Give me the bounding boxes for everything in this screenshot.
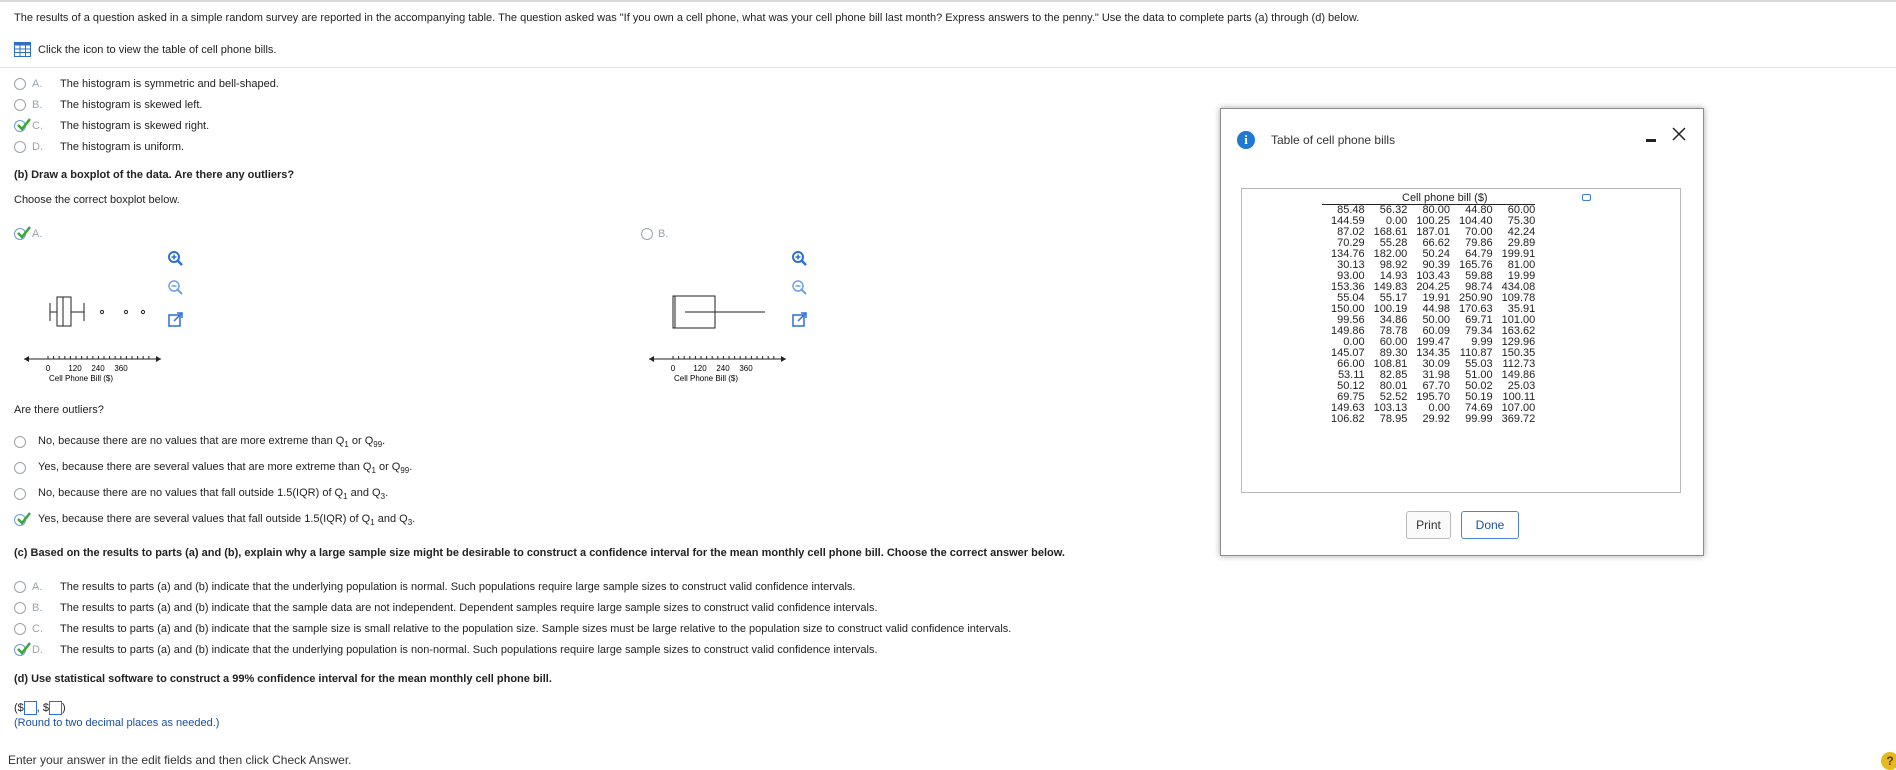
modal-title: Table of cell phone bills [1271, 133, 1396, 147]
table-cell: 195.70 [1416, 391, 1450, 403]
table-cell: 103.43 [1416, 270, 1450, 282]
option-letter: B. [32, 99, 43, 111]
table-cell: 110.87 [1459, 347, 1493, 359]
option-letter: A. [32, 581, 43, 593]
table-cell: 67.70 [1422, 380, 1450, 392]
table-cell: 0.00 [1385, 215, 1408, 227]
table-cell: 59.88 [1465, 270, 1493, 282]
radio-button[interactable] [641, 228, 653, 240]
table-row [1322, 414, 1535, 425]
table-cell: 100.19 [1373, 303, 1408, 315]
table-cell: 74.69 [1465, 402, 1493, 414]
table-cell: 199.91 [1501, 248, 1536, 260]
boxplot-b [645, 284, 795, 386]
table-icon[interactable] [14, 42, 31, 57]
table-cell: 149.83 [1373, 281, 1408, 293]
zoom-in-icon[interactable] [791, 250, 809, 268]
correct-check-icon [17, 644, 31, 656]
tick-label: 120 [693, 364, 707, 373]
part-a-option-b[interactable] [14, 99, 202, 111]
radio-button[interactable] [14, 602, 26, 614]
boxplot-choice-b[interactable] [641, 228, 668, 240]
tick-label: 120 [68, 364, 82, 373]
table-cell: 153.36 [1331, 281, 1365, 293]
view-table-label: Click the icon to view the table of cell phone bills. [38, 43, 277, 56]
table-cell: 165.76 [1458, 259, 1493, 271]
radio-button[interactable] [14, 462, 26, 474]
box [57, 297, 71, 326]
table-cell: 60.00 [1493, 205, 1536, 217]
interval-close: ) [62, 702, 66, 714]
table-cell: 50.00 [1422, 314, 1450, 326]
radio-button[interactable] [14, 141, 26, 153]
tick-label: 0 [670, 364, 676, 373]
table-cell: 149.86 [1331, 325, 1365, 337]
table-cell: 99.99 [1465, 413, 1493, 425]
table-cell: 250.90 [1458, 292, 1493, 304]
option-text: The histogram is uniform. [60, 141, 185, 153]
open-window-icon[interactable] [167, 311, 185, 329]
divider [0, 67, 1896, 68]
zoom-out-icon[interactable] [167, 279, 185, 297]
option-letter: B. [32, 602, 43, 614]
axis-arrow-right [156, 356, 161, 362]
info-icon: i [1237, 131, 1255, 149]
table-cell: 9.99 [1471, 336, 1493, 348]
question-intro: The results of a question asked in a simple random survey are reported in the accompanying table. The question asked was "If you own a cell phone, what was your cell phone bill last month? Express answers to the penny." Use the data to complete parts (a) through (d) below. [14, 12, 1360, 24]
zoom-out-icon[interactable] [791, 279, 809, 297]
table-cell: 107.00 [1501, 402, 1536, 414]
table-cell: 44.98 [1422, 303, 1450, 315]
option-text: The histogram is symmetric and bell-shaped. [60, 78, 279, 90]
table-cell: 149.86 [1501, 369, 1536, 381]
option-text: The histogram is skewed left. [60, 99, 203, 111]
table-cell: 50.19 [1465, 391, 1493, 403]
outlier-point [141, 310, 144, 313]
choice-letter: B. [658, 228, 669, 240]
table-cell: 30.09 [1422, 358, 1450, 370]
table-cell: 53.11 [1337, 369, 1365, 381]
interval-open: ($ [14, 702, 24, 714]
zoom-in-icon[interactable] [167, 250, 185, 268]
rounding-note: (Round to two decimal places as needed.) [14, 717, 220, 729]
table-cell: 64.79 [1465, 248, 1493, 260]
table-cell: 99.56 [1337, 314, 1365, 326]
table-cell: 60.09 [1422, 325, 1450, 337]
table-cell: 0.00 [1343, 336, 1365, 348]
table-cell: 85.48 [1322, 205, 1365, 217]
table-cell: 106.82 [1331, 413, 1365, 425]
table-cell: 55.28 [1379, 237, 1408, 249]
part-a-option-c[interactable] [14, 120, 209, 132]
boxplot-a [20, 284, 170, 386]
print-button[interactable]: Print [1406, 511, 1451, 539]
table-cell: 31.98 [1422, 369, 1450, 381]
top-border [0, 0, 1896, 2]
part-c-option-b[interactable] [14, 602, 878, 614]
table-cell: 80.01 [1379, 380, 1408, 392]
option-letter: D. [32, 141, 43, 153]
table-cell: 81.00 [1507, 259, 1536, 271]
table-cell: 29.89 [1507, 237, 1536, 249]
option-text: The results to parts (a) and (b) indicate that the sample size is small relative to the population size. Sample sizes must be large relative to the population size to construct valid confidence intervals. [60, 623, 1012, 635]
table-cell: 55.03 [1465, 358, 1493, 370]
table-cell: 101.00 [1501, 314, 1536, 326]
part-a-option-a[interactable] [14, 78, 279, 90]
footer-instruction: Enter your answer in the edit fields and then click Check Answer. [8, 753, 352, 767]
option-text: The results to parts (a) and (b) indicate that the sample data are not independent. Dependent samples require large sample sizes to construct valid confidence intervals. [60, 602, 878, 614]
table-cell: 55.17 [1379, 292, 1408, 304]
part-a-option-d[interactable] [14, 141, 184, 153]
table-cell: 50.02 [1465, 380, 1493, 392]
table-cell: 55.04 [1337, 292, 1365, 304]
table-cell: 82.85 [1379, 369, 1408, 381]
table-cell: 204.25 [1416, 281, 1450, 293]
axis-arrow-left [24, 356, 29, 362]
radio-button[interactable] [14, 623, 26, 635]
radio-button[interactable] [14, 488, 26, 500]
table-cell: 0.00 [1428, 402, 1450, 414]
axis-arrow-left [649, 356, 654, 362]
table-cell: 19.99 [1507, 270, 1536, 282]
option-text: Yes, because there are several values that are more extreme than $Q_1$ or $Q_{99}$. [38, 461, 413, 475]
option-letter: A. [32, 78, 43, 90]
table-cell: 30.13 [1337, 259, 1365, 271]
table-cell: 69.75 [1337, 391, 1365, 403]
open-window-icon[interactable] [791, 311, 809, 329]
table-cell: 369.72 [1501, 413, 1536, 425]
table-cell: 98.74 [1465, 281, 1493, 293]
correct-check-icon [17, 120, 31, 132]
part-b-prompt: Choose the correct boxplot below. [14, 194, 180, 206]
table-cell: 90.39 [1422, 259, 1450, 271]
part-b-heading: (b) Draw a boxplot of the data. Are there any outliers? [14, 169, 295, 181]
table-cell: 182.00 [1373, 248, 1408, 260]
tick-label: 240 [91, 364, 105, 373]
tick-label: 360 [114, 364, 128, 373]
table-cell: 103.13 [1373, 402, 1408, 414]
outlier-point [124, 310, 127, 313]
help-button[interactable]: ? [1881, 752, 1896, 770]
option-text: Yes, because there are several values that fall outside 1.5(IQR) of $Q_1$ and $Q_3$. [38, 513, 416, 527]
table-cell: 14.93 [1379, 270, 1408, 282]
table-cell: 19.91 [1422, 292, 1450, 304]
table-cell: 134.76 [1331, 248, 1365, 260]
table-cell: 187.01 [1416, 226, 1450, 238]
radio-button[interactable] [14, 99, 26, 111]
table-cell: 100.11 [1502, 391, 1536, 403]
table-cell: 145.07 [1331, 347, 1365, 359]
option-text: The results to parts (a) and (b) indicate that the underlying population is normal. Such populations require large sample sizes to construct valid confidence intervals. [60, 581, 856, 593]
table-cell: 434.08 [1501, 281, 1536, 293]
confidence-interval-answer [14, 701, 66, 715]
option-letter: C. [32, 120, 43, 132]
part-c-heading: (c) Based on the results to parts (a) and (b), explain why a large sample size might be desirable to construct a confidence interval for the mean monthly cell phone bill. Choose the correct answer below. [14, 547, 1065, 559]
choice-letter: A. [32, 228, 43, 240]
axis-arrow-right [781, 356, 786, 362]
interval-separator: , $ [36, 702, 50, 714]
option-text: No, because there are no values that are more extreme than $Q_1$ or $Q_{99}$. [38, 435, 386, 449]
outlier-option-1[interactable] [14, 435, 385, 449]
option-text: No, because there are no values that fall outside 1.5(IQR) of $Q_1$ and $Q_3$. [38, 487, 389, 501]
close-icon[interactable] [1670, 125, 1688, 143]
part-c-option-d[interactable] [14, 644, 878, 656]
outliers-question: Are there outliers? [14, 404, 104, 416]
correct-check-icon [17, 228, 31, 240]
correct-check-icon [17, 514, 31, 526]
part-c-option-c[interactable] [14, 623, 1011, 635]
done-button[interactable]: Done [1461, 511, 1519, 539]
radio-button[interactable] [14, 581, 26, 593]
table-cell: 150.35 [1501, 347, 1536, 359]
table-cell: 112.73 [1502, 358, 1536, 370]
table-cell: 78.78 [1379, 325, 1408, 337]
table-cell: 50.12 [1337, 380, 1365, 392]
table-cell: 35.91 [1507, 303, 1536, 315]
tick-label: 240 [716, 364, 730, 373]
option-letter: C. [32, 623, 43, 635]
boxplot-choice-a[interactable] [14, 228, 42, 240]
radio-button[interactable] [14, 436, 26, 448]
table-cell: 60.00 [1379, 336, 1408, 348]
table-cell: 70.00 [1465, 226, 1493, 238]
table-cell: 163.62 [1501, 325, 1536, 337]
outlier-point [100, 310, 103, 313]
table-cell: 70.29 [1337, 237, 1365, 249]
table-cell: 56.32 [1365, 205, 1408, 217]
outlier-option-2[interactable] [14, 461, 412, 475]
table-caption: Cell phone bill ($) [1402, 192, 1488, 204]
lower-bound-input[interactable] [24, 701, 37, 715]
outlier-option-4[interactable] [14, 513, 415, 527]
table-cell: 149.63 [1331, 402, 1365, 414]
table-cell: 79.34 [1465, 325, 1493, 337]
table-cell: 34.86 [1379, 314, 1408, 326]
table-cell: 25.03 [1507, 380, 1536, 392]
table-cell: 168.61 [1373, 226, 1408, 238]
table-modal [1220, 108, 1704, 556]
table-cell: 66.00 [1337, 358, 1365, 370]
table-cell: 66.62 [1422, 237, 1450, 249]
table-cell: 129.96 [1501, 336, 1536, 348]
option-letter: D. [32, 644, 43, 656]
copy-data-icon[interactable] [1582, 194, 1591, 201]
table-cell: 42.24 [1507, 226, 1536, 238]
table-cell: 50.24 [1422, 248, 1450, 260]
outlier-option-3[interactable] [14, 487, 388, 501]
table-cell: 78.95 [1379, 413, 1408, 425]
table-cell: 44.80 [1450, 205, 1493, 217]
view-table-link[interactable] [14, 42, 276, 57]
table-cell: 144.59 [1331, 215, 1365, 227]
axis-label: Cell Phone Bill ($) [48, 374, 114, 383]
data-table-frame [1241, 188, 1681, 493]
table-cell: 170.63 [1458, 303, 1493, 315]
axis-label: Cell Phone Bill ($) [673, 374, 739, 383]
upper-bound-input[interactable] [49, 701, 62, 715]
table-cell: 100.25 [1416, 215, 1450, 227]
table-cell: 80.00 [1407, 205, 1450, 217]
table-cell: 109.78 [1501, 292, 1536, 304]
tick-label: 360 [739, 364, 753, 373]
part-d-heading: (d) Use statistical software to construct a 99% confidence interval for the mean monthly cell phone bill. [14, 673, 552, 685]
part-c-option-a[interactable] [14, 581, 855, 593]
table-cell: 52.52 [1379, 391, 1408, 403]
table-cell: 98.92 [1379, 259, 1408, 271]
table-cell: 79.86 [1465, 237, 1493, 249]
option-text: The results to parts (a) and (b) indicate that the underlying population is non-normal. Such populations require large sample sizes to construct valid confidence intervals. [60, 644, 878, 656]
minimize-icon[interactable] [1646, 139, 1656, 142]
table-cell: 87.02 [1337, 226, 1365, 238]
bills-table [1322, 204, 1535, 425]
table-cell: 134.35 [1416, 347, 1450, 359]
table-cell: 89.30 [1379, 347, 1408, 359]
radio-button[interactable] [14, 78, 26, 90]
tick-label: 0 [45, 364, 51, 373]
table-cell: 29.92 [1422, 413, 1450, 425]
table-cell: 69.71 [1465, 314, 1493, 326]
table-cell: 75.30 [1507, 215, 1536, 227]
table-cell: 108.81 [1373, 358, 1408, 370]
option-text: The histogram is skewed right. [60, 120, 210, 132]
table-cell: 150.00 [1331, 303, 1365, 315]
table-cell: 199.47 [1416, 336, 1450, 348]
table-cell: 93.00 [1337, 270, 1365, 282]
table-cell: 51.00 [1465, 369, 1493, 381]
table-cell: 104.40 [1458, 215, 1493, 227]
